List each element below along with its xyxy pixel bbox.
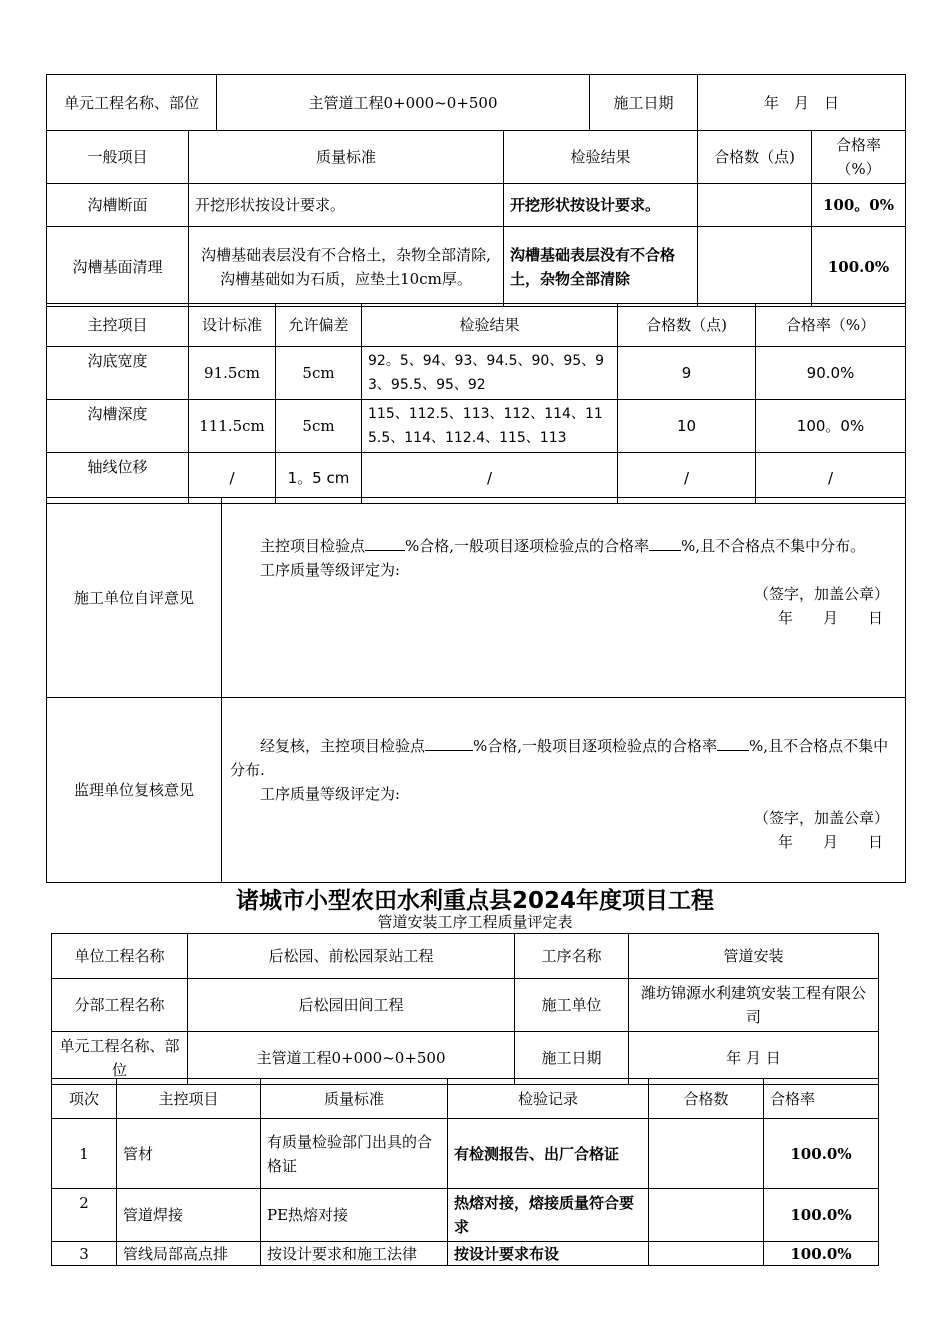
table-row: [47, 347, 906, 400]
form-title: 诸城市小型农田水利重点县2024年度项目工程: [235, 888, 714, 914]
main-count: 9: [618, 347, 756, 400]
sub-project-label: 分部工程名称: [52, 979, 188, 1032]
item-name: 管线局部高点排: [117, 1242, 261, 1266]
header-count: 合格数: [649, 1079, 764, 1119]
contractor-opinion-label: 施工单位自评意见: [47, 498, 222, 698]
main-item: 沟槽深度: [47, 400, 189, 453]
supervisor-sign: （签字，加盖公章）: [753, 809, 889, 827]
table-row: [47, 400, 906, 453]
main-header-item: 主控项目: [47, 304, 189, 347]
unit-project-value: 后松园、前松园泵站工程: [188, 934, 515, 979]
main-count: /: [618, 453, 756, 504]
main-tolerance: 5cm: [276, 347, 362, 400]
header-record: 检验记录: [448, 1079, 649, 1119]
main-rate: 90.0%: [756, 347, 906, 400]
general-rate: 100。0%: [812, 184, 906, 227]
general-count: [698, 184, 812, 227]
item-count: [649, 1189, 764, 1242]
table-row: [52, 1189, 879, 1242]
main-header-design: 设计标准: [189, 304, 276, 347]
item-no: 2: [52, 1189, 117, 1242]
table-row: [47, 184, 906, 227]
general-rate: 100.0%: [812, 227, 906, 307]
second-items-table: [51, 1078, 879, 1266]
main-header-rate: 合格率（%）: [756, 304, 906, 347]
unit-project-label: 单位工程名称: [52, 934, 188, 979]
process-name-label: 工序名称: [515, 934, 629, 979]
general-count: [698, 227, 812, 307]
header-rate: 合格率: [764, 1079, 879, 1119]
header-item: 主控项目: [117, 1079, 261, 1119]
supervisor-opinion-label: 监理单位复核意见: [47, 698, 222, 883]
top-info-table: [46, 74, 906, 131]
item-record: 有检测报告、出厂合格证: [448, 1119, 649, 1189]
general-standard: 沟槽基础表层没有不合格土，杂物全部清除,沟槽基础如为石质，应垫土10cm厚。: [189, 227, 504, 307]
sub-project-value: 后松园田间工程: [188, 979, 515, 1032]
supervisor-opinion: [222, 698, 906, 883]
item-no: 3: [52, 1242, 117, 1266]
contractor-opinion: [222, 498, 906, 698]
table-row: [52, 1242, 879, 1266]
item-count: [649, 1119, 764, 1189]
item-no: 1: [52, 1119, 117, 1189]
element-label: 单元工程名称、部位: [52, 1032, 188, 1085]
main-tolerance: 1。5 cm: [276, 453, 362, 504]
main-item: 沟底宽度: [47, 347, 189, 400]
supervisor-date: 年 月 日: [777, 833, 883, 851]
item-rate: 100.0%: [764, 1189, 879, 1242]
supervisor-grade-line: 工序质量等级评定为:: [260, 785, 401, 803]
main-design: /: [189, 453, 276, 504]
main-items-table: [46, 303, 906, 504]
header-no: 项次: [52, 1079, 117, 1119]
general-header-standard: 质量标准: [189, 131, 504, 184]
construction-date-value: 年 月 日: [698, 75, 906, 131]
table-row: [52, 1119, 879, 1189]
table-row: [47, 227, 906, 307]
main-item: 轴线位移: [47, 453, 189, 504]
general-item: 沟槽断面: [47, 184, 189, 227]
header-standard: 质量标准: [261, 1079, 448, 1119]
item-rate: 100.0%: [764, 1242, 879, 1266]
second-date-label: 施工日期: [515, 1032, 629, 1085]
main-header-result: 检验结果: [362, 304, 618, 347]
item-standard: 按设计要求和施工法律: [261, 1242, 448, 1266]
element-value: 主管道工程0+000~0+500: [188, 1032, 515, 1085]
main-header-count: 合格数（点): [618, 304, 756, 347]
general-header-result: 检验结果: [504, 131, 698, 184]
opinion-table: [46, 497, 906, 883]
main-rate: /: [756, 453, 906, 504]
supervisor-opinion-text: 经复核，主控项目检验点 %合格,一般项目逐项检验点的合格率 %,且不合格点不集中分布.: [230, 737, 889, 779]
form-subtitle: 管道安装工序工程质量评定表: [377, 913, 573, 931]
item-record: 按设计要求布设: [448, 1242, 649, 1266]
item-standard: 有质量检验部门出具的合格证: [261, 1119, 448, 1189]
main-design: 91.5cm: [189, 347, 276, 400]
item-standard: PE热熔对接: [261, 1189, 448, 1242]
contractor-grade-line: 工序质量等级评定为:: [260, 561, 401, 579]
item-record: 热熔对接，熔接质量符合要求: [448, 1189, 649, 1242]
table-row: [47, 453, 906, 504]
main-header-tolerance: 允许偏差: [276, 304, 362, 347]
item-rate: 100.0%: [764, 1119, 879, 1189]
general-items-table: [46, 130, 906, 307]
process-name-value: 管道安装: [629, 934, 879, 979]
main-design: 111.5cm: [189, 400, 276, 453]
main-result: 92。5、94、93、94.5、90、95、93、95.5、95、92: [362, 347, 618, 400]
second-date-value: 年 月 日: [629, 1032, 879, 1085]
main-count: 10: [618, 400, 756, 453]
item-name: 管材: [117, 1119, 261, 1189]
main-result: /: [362, 453, 618, 504]
general-header-count: 合格数（点): [698, 131, 812, 184]
contractor-opinion-text: 主控项目检验点 %合格,一般项目逐项检验点的合格率 %,且不合格点不集中分布。: [260, 537, 866, 555]
unit-element-value: 主管道工程0+000~0+500: [217, 75, 590, 131]
main-tolerance: 5cm: [276, 400, 362, 453]
construction-date-label: 施工日期: [590, 75, 698, 131]
contractor-date: 年 月 日: [777, 609, 883, 627]
builder-label: 施工单位: [515, 979, 629, 1032]
item-name: 管道焊接: [117, 1189, 261, 1242]
contractor-sign: （签字，加盖公章）: [753, 585, 889, 603]
second-info-table: [51, 933, 879, 1085]
general-result: 开挖形状按设计要求。: [504, 184, 698, 227]
builder-value: 潍坊锦源水利建筑安装工程有限公司: [629, 979, 879, 1032]
item-count: [649, 1242, 764, 1266]
main-rate: 100。0%: [756, 400, 906, 453]
general-result: 沟槽基础表层没有不合格土，杂物全部清除: [504, 227, 698, 307]
general-header-rate: 合格率（%）: [812, 131, 906, 184]
main-result: 115、112.5、113、112、114、115.5、114、112.4、115、113: [362, 400, 618, 453]
general-item: 沟槽基面清理: [47, 227, 189, 307]
general-header-item: 一般项目: [47, 131, 189, 184]
unit-element-label: 单元工程名称、部位: [47, 75, 217, 131]
general-standard: 开挖形状按设计要求。: [189, 184, 504, 227]
